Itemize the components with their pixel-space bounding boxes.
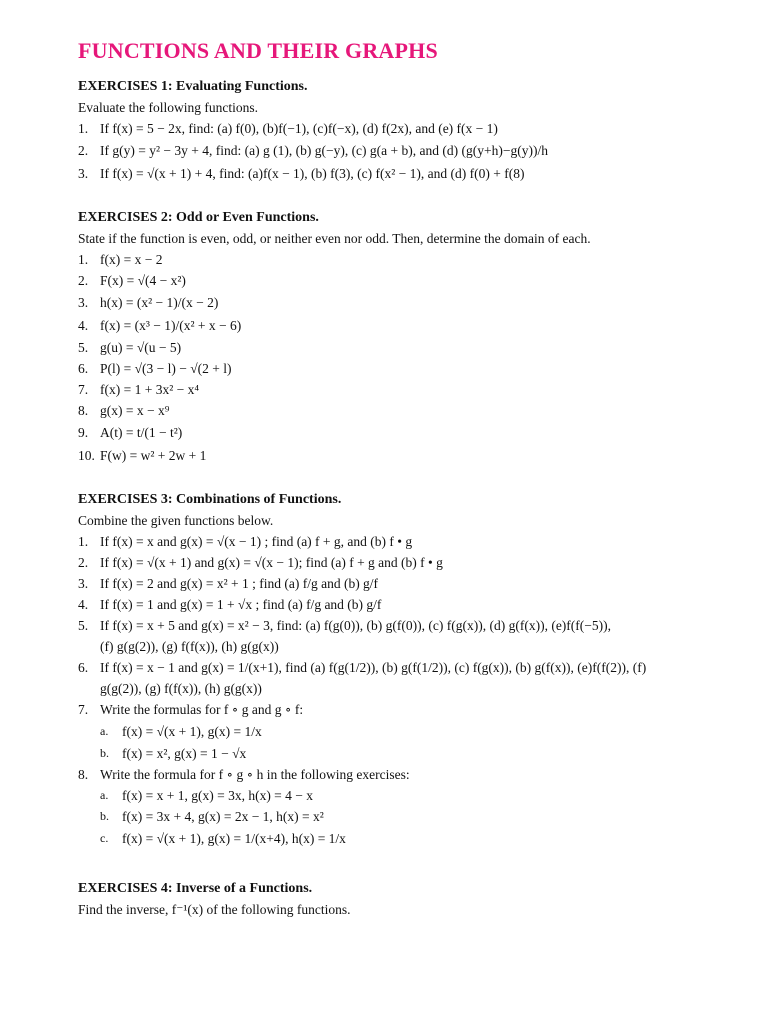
item-text: If f(x) = x − 1 and g(x) = 1/(x+1), find (a) f(g(1/2)), (b) g(f(1/2)), (c) f(g(x)), (b) g(f(x)), (e)f(f(2)), (f) bbox=[100, 660, 647, 675]
exercise-item bbox=[78, 139, 728, 162]
item-text: If f(x) = 5 − 2x, find: (a) f(0), (b)f(−1), (c)f(−x), (d) f(2x), and (e) f(x − 1) bbox=[100, 121, 498, 136]
page-title: FUNCTIONS AND THEIR GRAPHS bbox=[78, 38, 438, 63]
item-text: F(x) = √(4 − x²) bbox=[100, 273, 186, 288]
exercise-item bbox=[78, 270, 728, 291]
document-page bbox=[78, 38, 728, 920]
section-heading: EXERCISES 1: Evaluating Functions. bbox=[78, 79, 308, 94]
item-number: 6. bbox=[78, 361, 89, 376]
exercise-item bbox=[78, 337, 728, 358]
item-number: 7. bbox=[78, 382, 89, 397]
exercise-item bbox=[78, 421, 728, 444]
exercise-item bbox=[78, 699, 728, 720]
section-intro: Evaluate the following functions. bbox=[78, 100, 258, 115]
sub-item-text: f(x) = x², g(x) = 1 − √x bbox=[122, 746, 247, 761]
exercise-item bbox=[78, 573, 728, 594]
exercise-item bbox=[78, 657, 728, 678]
section-odd-even-functions bbox=[78, 207, 728, 467]
section-inverse-functions bbox=[78, 878, 728, 920]
item-text: f(x) = 1 + 3x² − x⁴ bbox=[100, 382, 200, 397]
sub-item-text: f(x) = √(x + 1), g(x) = 1/x bbox=[122, 724, 262, 739]
exercise-item bbox=[78, 594, 728, 615]
item-text: If f(x) = √(x + 1) + 4, find: (a)f(x − 1), (b) f(3), (c) f(x² − 1), and (d) f(0) + f(8) bbox=[100, 166, 525, 181]
item-text: g(x) = x − x⁹ bbox=[100, 403, 170, 418]
sub-item bbox=[78, 827, 728, 850]
exercise-item bbox=[78, 552, 728, 573]
exercise-item bbox=[78, 531, 728, 552]
exercise-item bbox=[78, 358, 728, 379]
sub-item bbox=[78, 785, 728, 806]
sub-item-text: f(x) = 3x + 4, g(x) = 2x − 1, h(x) = x² bbox=[122, 809, 324, 824]
item-text: Write the formulas for f ∘ g and g ∘ f: bbox=[100, 702, 304, 717]
item-number: 4. bbox=[78, 597, 89, 612]
exercise-item bbox=[78, 379, 728, 400]
section-heading: EXERCISES 2: Odd or Even Functions. bbox=[78, 210, 319, 225]
exercise-item bbox=[78, 615, 728, 636]
sub-item-text: f(x) = x + 1, g(x) = 3x, h(x) = 4 − x bbox=[122, 788, 314, 803]
item-number: 1. bbox=[78, 534, 89, 549]
exercise-item bbox=[78, 162, 728, 185]
item-text: h(x) = (x² − 1)/(x − 2) bbox=[100, 295, 219, 310]
item-text: If f(x) = x + 5 and g(x) = x² − 3, find: (a) f(g(0)), (b) g(f(0)), (c) f(g(x)), (d) g(f(x)), (e)f(f(−5)), bbox=[100, 618, 612, 633]
item-number: 3. bbox=[78, 576, 89, 591]
item-text: If f(x) = √(x + 1) and g(x) = √(x − 1); find (a) f + g and (b) f • g bbox=[100, 555, 443, 570]
item-text: F(w) = w² + 2w + 1 bbox=[100, 448, 207, 463]
exercise-list bbox=[78, 118, 728, 185]
item-number: 2. bbox=[78, 555, 89, 570]
sub-item bbox=[78, 720, 728, 743]
item-text: f(x) = (x³ − 1)/(x² + x − 6) bbox=[100, 318, 242, 333]
item-text: f(x) = x − 2 bbox=[100, 252, 163, 267]
exercise-item bbox=[78, 249, 728, 270]
exercise-item-continuation: (f) g(g(2)), (g) f(f(x)), (h) g(g(x)) bbox=[100, 639, 279, 654]
sub-item-text: f(x) = √(x + 1), g(x) = 1/(x+4), h(x) = 1/x bbox=[122, 831, 346, 846]
item-number: 2. bbox=[78, 273, 89, 288]
item-number: 7. bbox=[78, 702, 89, 717]
item-text: P(l) = √(3 − l) − √(2 + l) bbox=[100, 361, 232, 376]
exercise-item bbox=[78, 291, 728, 314]
exercise-list bbox=[78, 249, 728, 467]
item-text: If f(x) = 2 and g(x) = x² + 1 ; find (a) f/g and (b) g/f bbox=[100, 576, 379, 591]
item-number: 8. bbox=[78, 767, 89, 782]
exercise-item-continuation: g(g(2)), (g) f(f(x)), (h) g(g(x)) bbox=[100, 681, 262, 696]
item-number: 9. bbox=[78, 425, 89, 440]
section-intro: Combine the given functions below. bbox=[78, 513, 274, 528]
item-number: 3. bbox=[78, 295, 89, 310]
exercise-item bbox=[78, 764, 728, 785]
item-number: 6. bbox=[78, 660, 89, 675]
item-text: Write the formula for f ∘ g ∘ h in the following exercises: bbox=[100, 767, 410, 782]
exercise-item bbox=[78, 118, 728, 139]
section-intro: Find the inverse, f⁻¹(x) of the following functions. bbox=[78, 902, 351, 917]
item-text: If g(y) = y² − 3y + 4, find: (a) g (1), (b) g(−y), (c) g(a + b), and (d) (g(y+h)−g(y))/h bbox=[100, 143, 548, 158]
item-number: 5. bbox=[78, 340, 89, 355]
section-intro: State if the function is even, odd, or neither even nor odd. Then, determine the domain of each. bbox=[78, 231, 591, 246]
section-evaluating-functions bbox=[78, 76, 728, 185]
section-heading: EXERCISES 4: Inverse of a Functions. bbox=[78, 881, 313, 896]
item-text: If f(x) = 1 and g(x) = 1 + √x ; find (a) f/g and (b) g/f bbox=[100, 597, 382, 612]
item-number: 3. bbox=[78, 166, 89, 181]
exercise-list bbox=[78, 531, 728, 850]
item-number: 1. bbox=[78, 121, 89, 136]
item-text: A(t) = t/(1 − t²) bbox=[100, 425, 183, 440]
exercise-item bbox=[78, 444, 728, 467]
item-number: 2. bbox=[78, 143, 89, 158]
exercise-item bbox=[78, 400, 728, 421]
sub-item-letter: a. bbox=[100, 788, 109, 802]
sub-item-letter: c. bbox=[100, 831, 109, 845]
item-number: 5. bbox=[78, 618, 89, 633]
item-text: If f(x) = x and g(x) = √(x − 1) ; find (a) f + g, and (b) f • g bbox=[100, 534, 413, 549]
sub-item-letter: a. bbox=[100, 724, 109, 738]
item-text: g(u) = √(u − 5) bbox=[100, 340, 182, 355]
sub-item bbox=[78, 806, 728, 827]
sub-item bbox=[78, 743, 728, 764]
section-heading: EXERCISES 3: Combinations of Functions. bbox=[78, 492, 342, 507]
section-combinations-of-functions bbox=[78, 489, 728, 850]
sub-item-letter: b. bbox=[100, 746, 109, 760]
exercise-item bbox=[78, 314, 728, 337]
sub-item-letter: b. bbox=[100, 809, 109, 823]
item-number: 8. bbox=[78, 403, 89, 418]
item-number: 4. bbox=[78, 318, 89, 333]
item-number: 1. bbox=[78, 252, 89, 267]
item-number: 10. bbox=[78, 448, 95, 463]
